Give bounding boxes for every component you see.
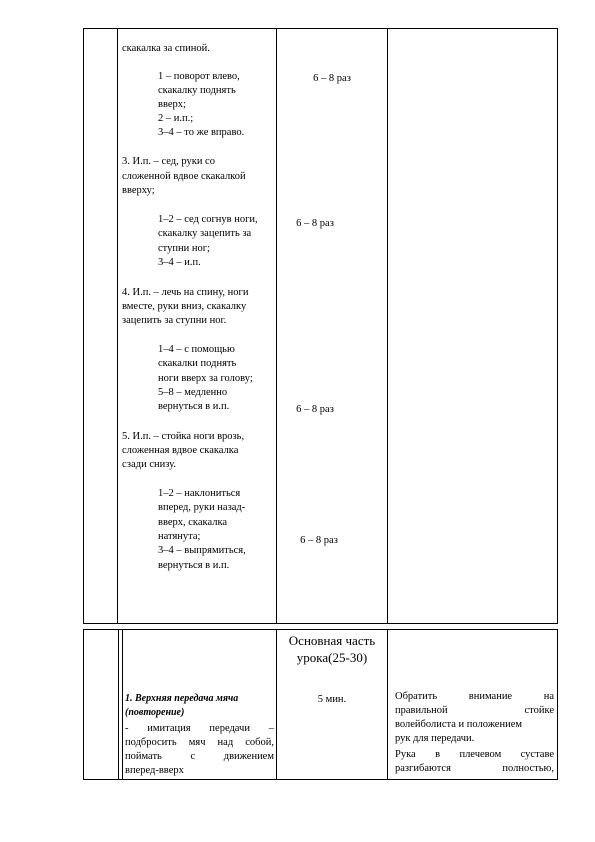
dosage-value: 6 – 8 раз: [296, 218, 334, 229]
exercise-line: скакалку поднять: [158, 85, 236, 96]
exercise-line: 1 – поворот влево,: [158, 71, 240, 82]
exercise-line: 4. И.п. – лечь на спину, ноги: [122, 287, 249, 298]
exercise-line: вместе, руки вниз, скакалку: [122, 301, 247, 312]
exercise-line: 5–8 – медленно: [158, 387, 228, 398]
note-line: правильной стойке: [395, 705, 554, 716]
table-bottom-border: [83, 779, 558, 780]
dosage-value: 5 мин.: [317, 694, 347, 705]
exercise-line: подбросить мяч над собой,: [125, 737, 274, 748]
exercise-line: 1–4 – с помощью: [158, 344, 235, 355]
exercise-line: ноги вверх за голову;: [158, 373, 253, 384]
column-divider: [122, 629, 123, 780]
table-left-border: [83, 28, 84, 624]
exercise-line: 5. И.п. – стойка ноги врозь,: [122, 431, 245, 442]
exercise-line: сложенная вдвое скакалка: [122, 445, 239, 456]
table-bottom-border: [83, 623, 558, 624]
exercise-line: 3–4 – то же вправо.: [158, 127, 245, 138]
table-right-border: [557, 629, 558, 780]
column-divider: [117, 28, 118, 624]
exercise-line: 3–4 – выпрямиться,: [158, 545, 246, 556]
section-header: урока(25-30): [296, 650, 368, 665]
column-divider: [387, 629, 388, 780]
table-left-border: [83, 629, 84, 780]
exercise-line: - имитация передачи –: [125, 723, 274, 734]
exercise-line: поймать с движением: [125, 751, 274, 762]
exercise-line: ступни ног;: [158, 243, 210, 254]
dosage-value: 6 – 8 раз: [296, 404, 334, 415]
exercise-line: сложенной вдвое скакалкой: [122, 171, 246, 182]
exercise-line: вверх, скакалка: [158, 517, 228, 528]
note-line: волейболиста и положением: [395, 719, 523, 730]
exercise-subtitle: (повторение): [125, 707, 185, 718]
column-divider: [387, 28, 388, 624]
exercise-line: натянута;: [158, 531, 201, 542]
exercise-line: скакалка за спиной.: [122, 43, 210, 54]
exercise-title: 1. Верхняя передача мяча: [125, 693, 239, 704]
note-line: рук для передачи.: [395, 733, 475, 744]
exercise-line: вперед-вверх: [125, 765, 184, 776]
dosage-value: 6 – 8 раз: [300, 535, 338, 546]
section-header: Основная часть: [288, 633, 376, 648]
table-top-border: [83, 28, 558, 29]
exercise-line: скакалку зацепить за: [158, 228, 252, 239]
note-line: Рука в плечевом суставе: [395, 749, 554, 760]
exercise-line: вперед, руки назад-: [158, 502, 246, 513]
note-line: разгибаются полностью,: [395, 763, 554, 774]
table-top-border: [83, 629, 558, 630]
exercise-line: сзади снизу.: [122, 459, 176, 470]
exercise-line: 1–2 – наклониться: [158, 488, 241, 499]
dosage-value: 6 – 8 раз: [313, 73, 351, 84]
note-line: Обратить внимание на: [395, 691, 554, 702]
exercise-line: скакалки поднять: [158, 358, 237, 369]
column-divider: [118, 629, 119, 780]
exercise-line: 3–4 – и.п.: [158, 257, 201, 268]
exercise-line: вернуться в и.п.: [158, 401, 230, 412]
exercise-line: вверх;: [158, 99, 186, 110]
table-right-border: [557, 28, 558, 624]
exercise-line: 2 – и.п.;: [158, 113, 194, 124]
exercise-line: вверху;: [122, 185, 155, 196]
exercise-line: 3. И.п. – сед, руки со: [122, 156, 215, 167]
exercise-line: вернуться в и.п.: [158, 560, 230, 571]
exercise-line: зацепить за ступни ног.: [122, 315, 227, 326]
exercise-line: 1–2 – сед согнув ноги,: [158, 214, 258, 225]
